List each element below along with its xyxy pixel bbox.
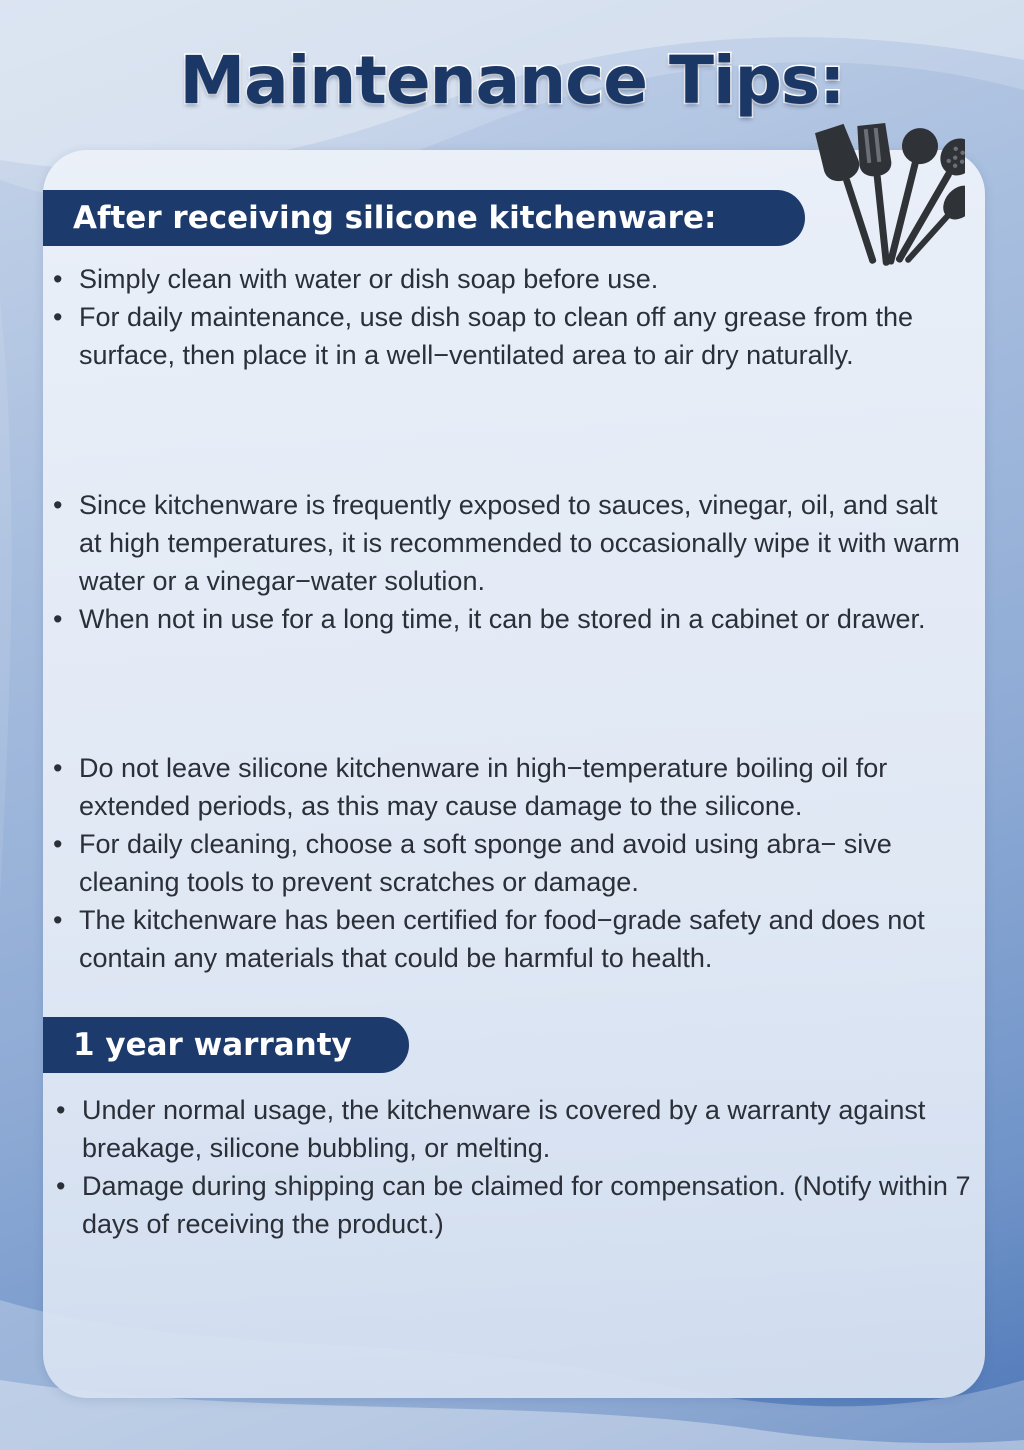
- bullet-mark: •: [53, 490, 63, 520]
- warranty-text: Damage during shipping can be claimed for compensation. (Notify within 7 days of receiving the product.): [82, 1171, 971, 1239]
- bullet-mark: •: [53, 604, 63, 634]
- tip-text: Do not leave silicone kitchenware in high−temperature boiling oil for extended periods, as this may cause damage to the silicone.: [79, 753, 888, 821]
- warranty-text: Under normal usage, the kitchenware is covered by a warranty against breakage, silicone bubbling, or melting.: [82, 1095, 926, 1163]
- bullet-mark: •: [56, 1171, 66, 1201]
- bullet-mark: •: [53, 264, 63, 294]
- section-heading-after-receiving: After receiving silicone kitchenware:: [43, 190, 805, 246]
- tip-text: Since kitchenware is frequently exposed to sauces, vinegar, oil, and salt at high temperatures, it is recommended to occasionally wipe it with warm water or a vinegar−water solution.: [79, 490, 960, 596]
- list-item: [45, 600, 965, 638]
- tip-text: When not in use for a long time, it can be stored in a cabinet or drawer.: [79, 604, 926, 634]
- bullet-mark: •: [53, 905, 63, 935]
- list-item: [45, 901, 965, 977]
- tip-text: Simply clean with water or dish soap before use.: [79, 264, 659, 294]
- page-title: Maintenance Tips:: [179, 42, 845, 119]
- bullet-mark: •: [56, 1095, 66, 1125]
- list-item: [48, 1167, 988, 1243]
- bullet-mark: •: [53, 753, 63, 783]
- bullet-mark: •: [53, 302, 63, 332]
- silicone-utensil-set-icon: [815, 118, 965, 278]
- list-item: [45, 486, 965, 600]
- tips-list-cleaning-storage: [45, 486, 965, 638]
- tips-list-initial-care: [45, 260, 965, 374]
- list-item: [45, 749, 965, 825]
- list-item: [45, 298, 965, 374]
- warranty-list: [48, 1091, 988, 1243]
- section-heading-warranty: 1 year warranty: [43, 1017, 409, 1073]
- tip-text: For daily cleaning, choose a soft sponge and avoid using abra− sive cleaning tools to prevent scratches or damage.: [79, 829, 892, 897]
- tip-text: The kitchenware has been certified for food−grade safety and does not contain any materials that could be harmful to health.: [79, 905, 925, 973]
- tip-text: For daily maintenance, use dish soap to clean off any grease from the surface, then place it in a well−ventilated area to air dry naturally.: [79, 302, 913, 370]
- bullet-mark: •: [53, 829, 63, 859]
- list-item: [45, 260, 965, 298]
- list-item: [45, 825, 965, 901]
- list-item: [48, 1091, 988, 1167]
- tips-list-precautions: [45, 749, 965, 977]
